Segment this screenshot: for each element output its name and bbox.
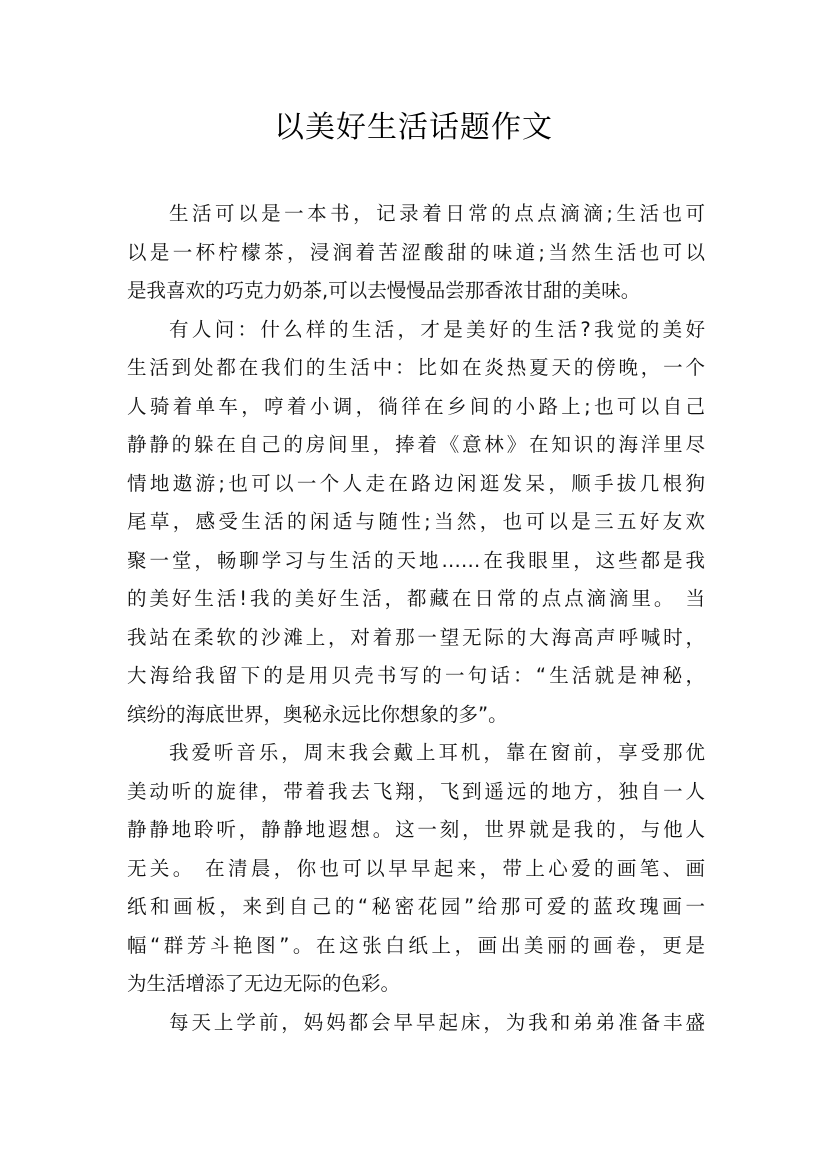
paragraph-line: 我站在柔软的沙滩上，对着那一望无际的大海高声呼喊时，: [127, 625, 705, 649]
paragraph-line: 无关。 在清晨，你也可以早早起来，带上心爱的画笔、画: [127, 856, 705, 880]
document-title: 以美好生活话题作文: [274, 110, 553, 145]
paragraph-line: 大海给我留下的是用贝壳书写的一句话：“生活就是神秘，: [127, 664, 705, 687]
paragraph: [127, 195, 705, 311]
paragraph: [127, 734, 705, 1004]
paragraph-line: 尾草，感受生活的闲适与随性;当然，也可以是三五好友欢: [127, 510, 705, 533]
paragraph-line: 静静的躲在自己的房间里，捧着《意林》在知识的海洋里尽: [127, 433, 705, 456]
paragraph-line: 纸和画板，来到自己的“秘密花园”给那可爱的蓝玫瑰画一: [127, 895, 705, 918]
paragraph-line: 生活可以是一本书，记录着日常的点点滴滴;生活也可: [169, 202, 705, 225]
paragraph-line: 为生活增添了无边无际的色彩。: [127, 972, 401, 995]
paragraph-line: 情地遨游;也可以一个人走在路边闲逛发呆，顺手拔几根狗: [127, 471, 705, 495]
paragraph-line: 每天上学前，妈妈都会早早起床，为我和弟弟准备丰盛: [169, 1010, 705, 1034]
paragraph-line: 生活到处都在我们的生活中：比如在炎热夏天的傍晚，一个: [127, 356, 705, 379]
paragraph-line: 的美好生活!我的美好生活，都藏在日常的点点滴滴里。 当: [127, 587, 705, 610]
paragraph-line: 幅“群芳斗艳图”。在这张白纸上，画出美丽的画卷，更是: [127, 933, 705, 957]
paragraph-line: 以是一杯柠檬茶，浸润着苦涩酸甜的味道;当然生活也可以: [127, 240, 705, 264]
paragraph-line: 人骑着单车，哼着小调，徜徉在乡间的小路上;也可以自己: [127, 394, 705, 418]
paragraph-line: 缤纷的海底世界，奥秘永远比你想象的多”。: [127, 702, 508, 726]
paragraph-line: 有人问：什么样的生活，才是美好的生活?我觉的美好: [169, 317, 705, 341]
paragraph: [127, 311, 705, 735]
paragraph-line: 我爱听音乐，周末我会戴上耳机，靠在窗前，享受那优: [169, 741, 705, 764]
paragraph-line: 是我喜欢的巧克力奶茶,可以去慢慢品尝那香浓甘甜的美味。: [127, 279, 641, 302]
paragraph-line: 美动听的旋律，带着我去飞翔，飞到遥远的地方，独自一人: [127, 779, 705, 803]
paragraph-line: 静静地聆听，静静地遐想。这一刻，世界就是我的，与他人: [127, 818, 705, 841]
paragraph-line: 聚一堂，畅聊学习与生活的天地……在我眼里，这些都是我: [127, 548, 705, 572]
document-body: [127, 195, 705, 1042]
paragraph: [127, 1004, 705, 1043]
